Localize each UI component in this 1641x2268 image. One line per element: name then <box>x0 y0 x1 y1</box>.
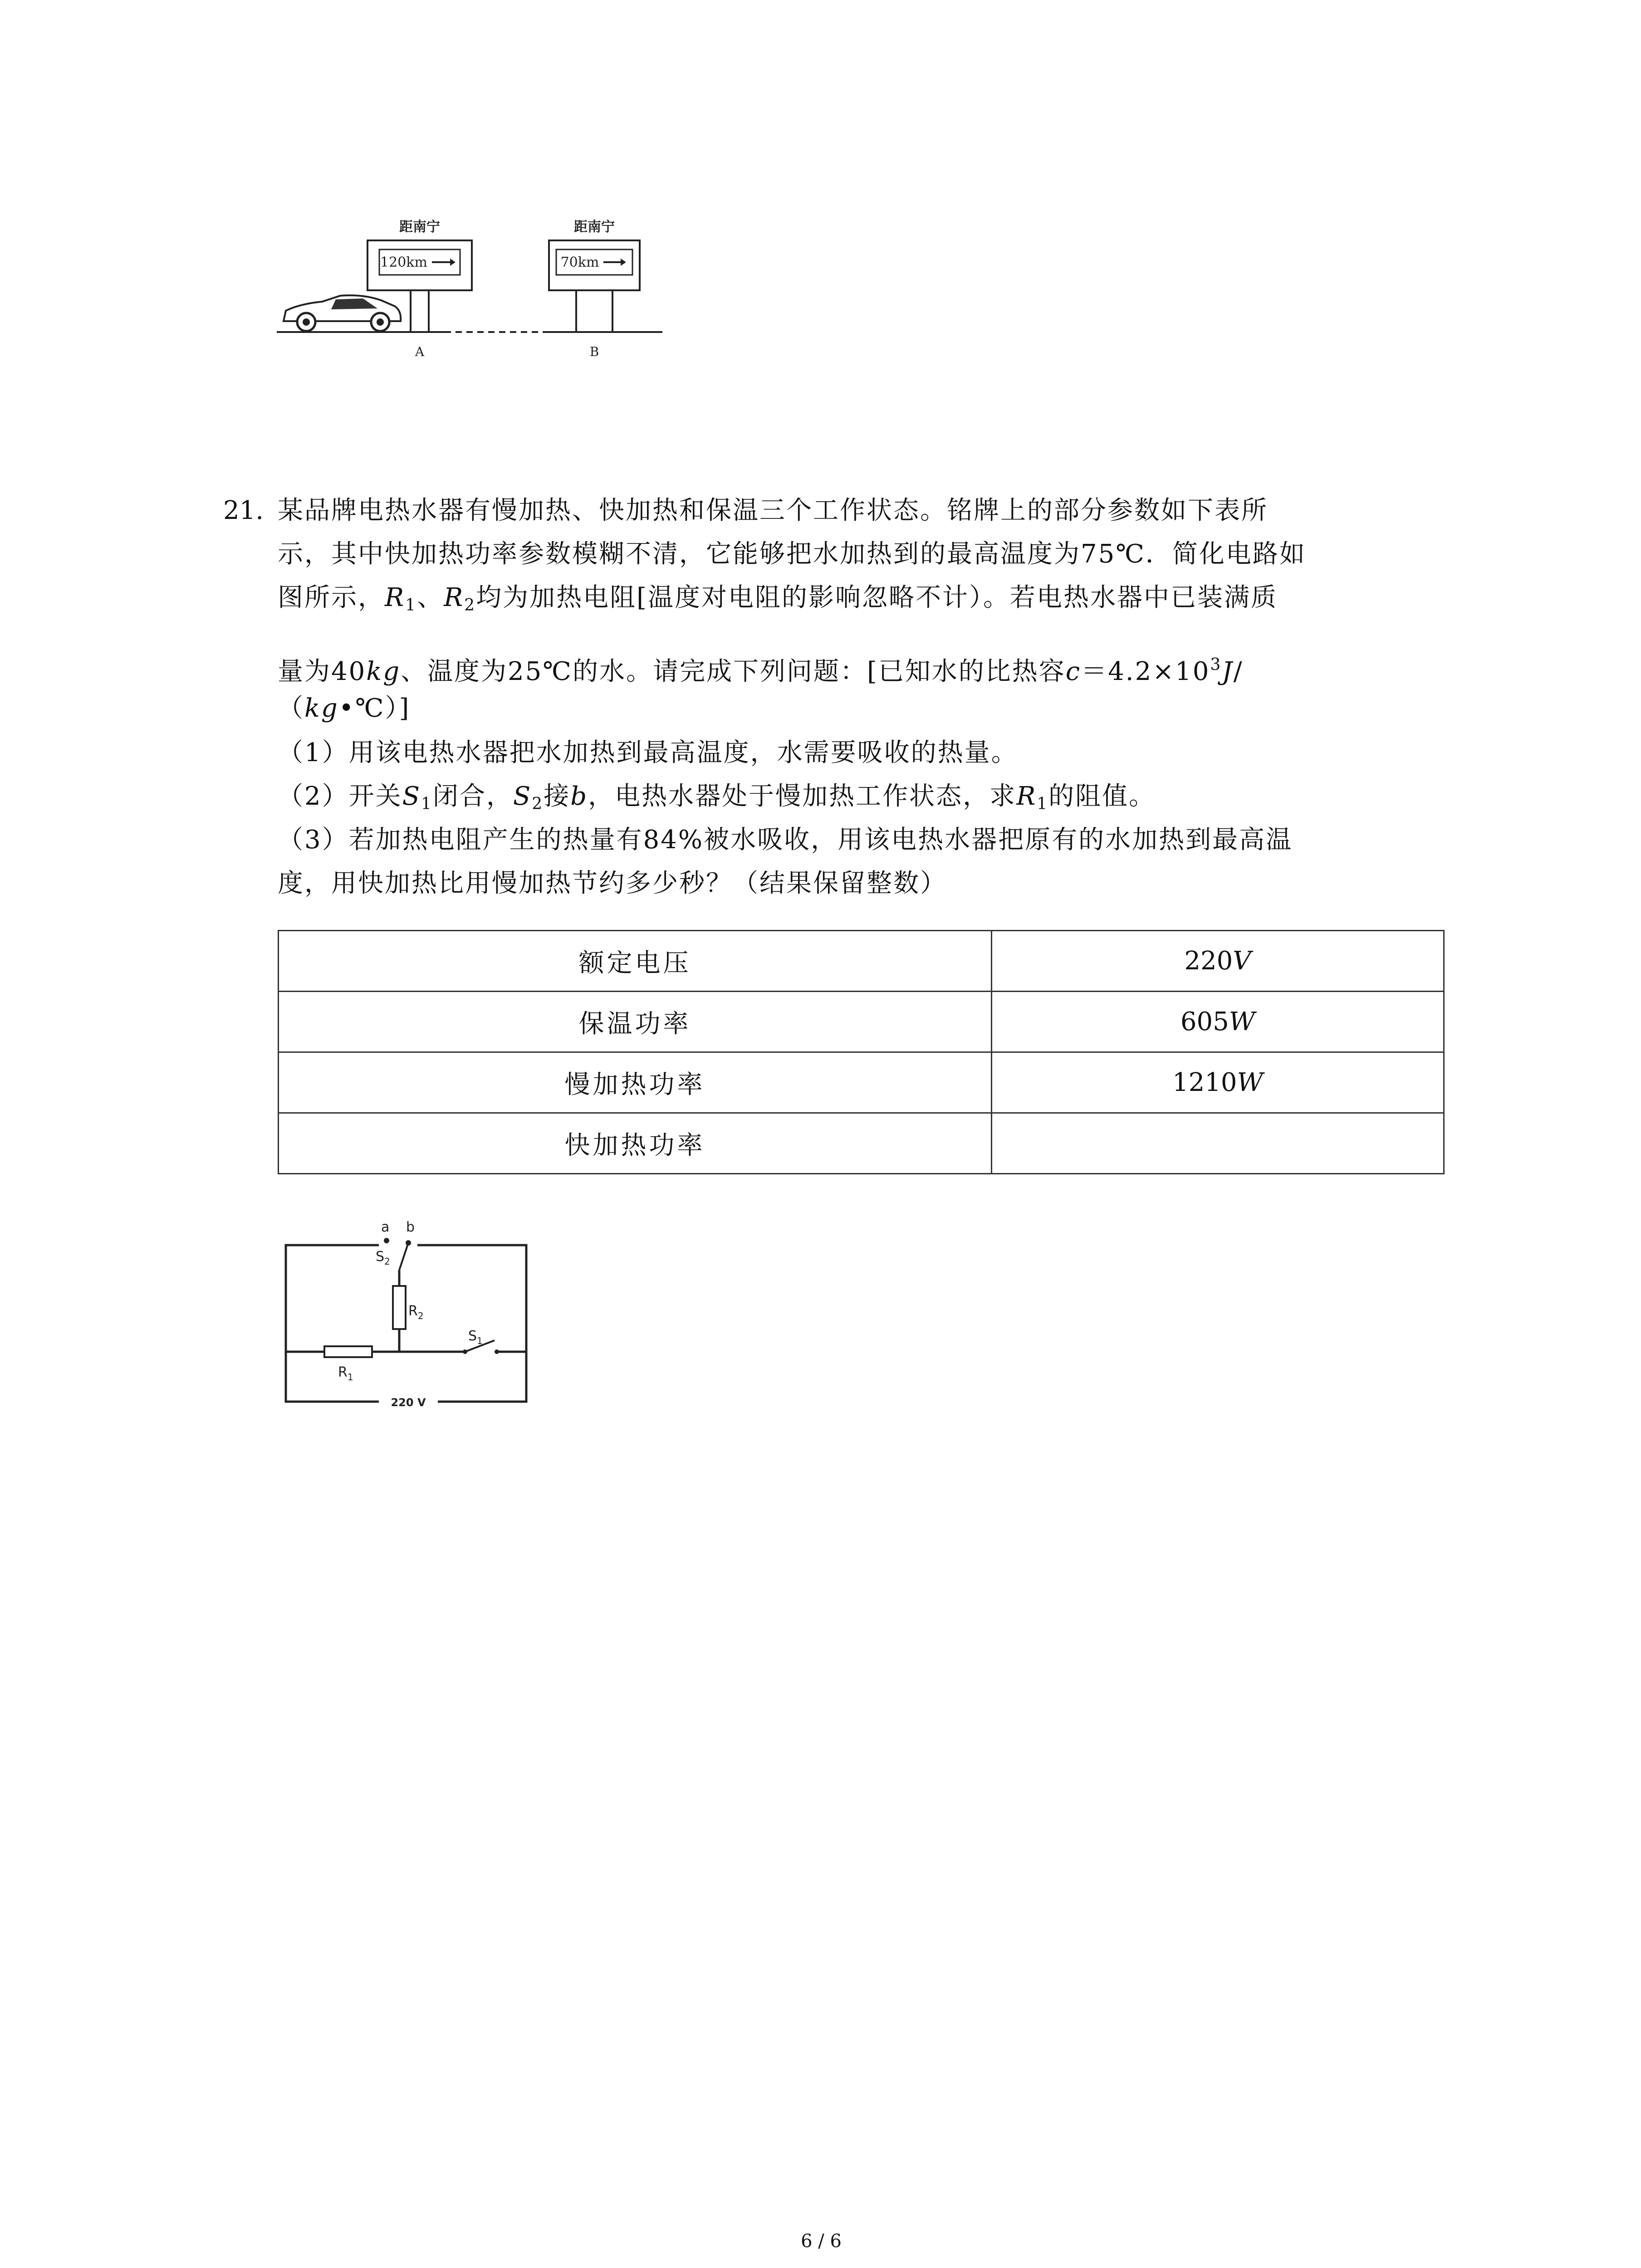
table-cell-label: 慢加热功率 <box>279 1052 992 1113</box>
table-cell-value: 605W <box>992 992 1444 1052</box>
subquestion-3-line-2: 度，用快加热比用慢加热节约多少秒？（结果保留整数） <box>278 869 947 898</box>
table-row <box>279 1052 1444 1113</box>
sign-a-distance: 120km <box>380 254 427 270</box>
point-a-label: A <box>415 344 425 359</box>
subquestion-2: （2）开关$S_1$闭合，$S_2$接b，电热水器处于慢加热工作状态，求$R_1$的阻值。 <box>278 782 1156 813</box>
table-cell-label: 额定电压 <box>279 931 992 992</box>
switch-s2-label: $S_2$ <box>376 1249 390 1267</box>
resistor-r2 <box>393 1286 424 1329</box>
sign-a-title: 距南宁 <box>399 219 440 235</box>
resistor-r1 <box>324 1346 372 1383</box>
table-cell-value: 1210W <box>992 1052 1444 1113</box>
car-icon <box>284 295 401 331</box>
subquestion-3-line-1: （3）若加热电阻产生的热量有84%被水吸收，用该电热水器把原有的水加热到最高温 <box>278 825 1293 855</box>
switch-s1 <box>463 1328 499 1354</box>
point-b-label: B <box>589 344 599 359</box>
voltage-source <box>379 1396 438 1409</box>
table-cell-value <box>992 1113 1444 1174</box>
subquestion-1: （1）用该电热水器把水加热到最高温度，水需要吸收的热量。 <box>278 738 1018 767</box>
switch-s2 <box>376 1220 415 1270</box>
spec-table <box>278 930 1445 1174</box>
table-cell-label: 快加热功率 <box>279 1113 992 1174</box>
question-line-5: （kg•℃）] <box>278 694 411 723</box>
page-number: 6 / 6 <box>801 2231 842 2252</box>
terminal-a-label: a <box>381 1220 390 1235</box>
question-line-3: 图所示，$R_1$、$R_2$均为加热电阻[温度对电阻的影响忽略不计）。若电热水器中已装满质 <box>278 583 1278 615</box>
question-number: 21. <box>223 496 264 525</box>
terminal-b-label: b <box>406 1220 415 1235</box>
table-row <box>279 992 1444 1052</box>
table-cell-label: 保温功率 <box>279 992 992 1052</box>
voltage-label: 220 V <box>391 1396 426 1409</box>
switch-s1-label: $S_1$ <box>468 1328 483 1346</box>
road-sign-b <box>549 219 640 332</box>
sign-b-title: 距南宁 <box>574 219 615 235</box>
table-row <box>279 1113 1444 1174</box>
sign-b-distance: 70km <box>560 254 599 270</box>
question-line-4: 量为40kg、温度为25℃的水。请完成下列问题：[已知水的比热容$c=4.2\times 10^3J/$ <box>278 655 1244 686</box>
table-cell-value: 220V <box>992 931 1444 992</box>
table-row <box>279 931 1444 992</box>
question-line-2: 示，其中快加热功率参数模糊不清，它能够把水加热到的最高温度为75℃．简化电路如 <box>278 539 1306 569</box>
question-line-1: 某品牌电热水器有慢加热、快加热和保温三个工作状态。铭牌上的部分参数如下表所 <box>278 496 1268 525</box>
resistor-r1-label: $R_1$ <box>338 1364 353 1383</box>
resistor-r2-label: $R_2$ <box>408 1303 424 1321</box>
circuit-diagram <box>272 1220 535 1420</box>
road-distance-figure <box>272 213 671 376</box>
